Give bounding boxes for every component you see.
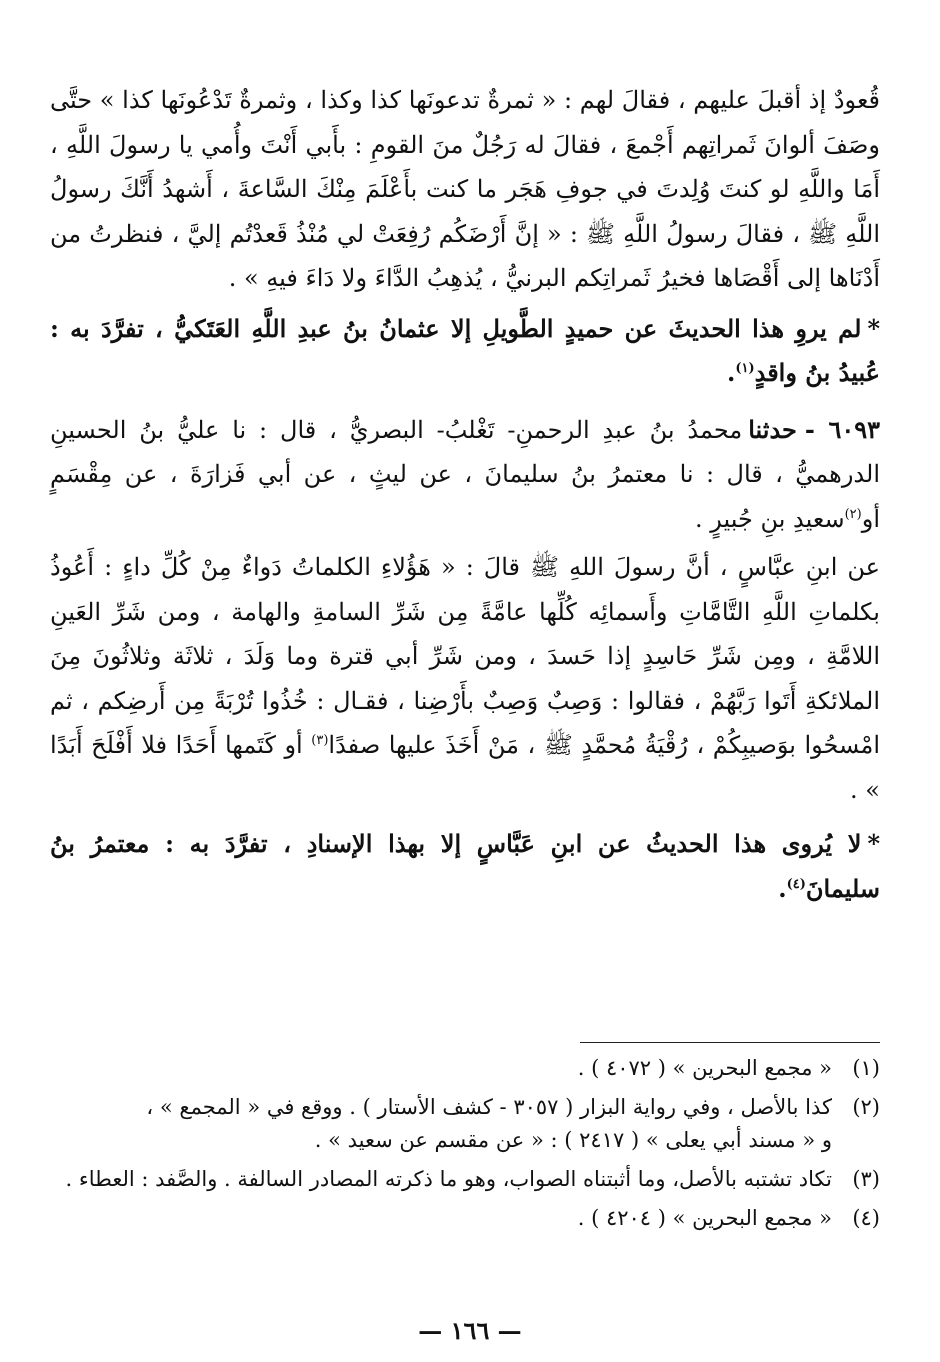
footnote-2 — [50, 1091, 880, 1157]
matn-text-b: أو كَتَمها أَحَدًا فلا أَفْلَحَ أَبَدًا » . — [50, 731, 880, 804]
hadith-matn — [50, 545, 880, 812]
footnote-line: « مجمع البحرين » ( ٤٢٠٤ ) . — [577, 1206, 832, 1230]
footnote-text — [50, 1052, 832, 1085]
footnote-ref-2: (٢) — [844, 506, 862, 522]
footnote-number: (٤) — [852, 1206, 880, 1230]
isnad-lead: حدثنا — [748, 414, 797, 444]
footnote-text — [50, 1163, 832, 1196]
footnote-text — [50, 1091, 832, 1157]
page-number: — ١٦٦ — — [418, 1316, 522, 1345]
commentary-2-end: . — [778, 873, 787, 903]
hadith-text-continued — [50, 78, 880, 301]
footnote-line: كذا بالأصل ، وفي رواية البزار ( ٣٠٥٧ - كشف الأستار ) . ووقع في « المجمع » ، — [146, 1095, 832, 1119]
hadith-commentary-1 — [50, 307, 880, 396]
star-marker: * — [867, 829, 880, 858]
footnote-4 — [50, 1202, 880, 1235]
footnote-ref-1: (١) — [735, 361, 755, 376]
commentary-1-end: . — [726, 358, 736, 387]
footnote-3 — [50, 1163, 880, 1196]
star-marker: * — [867, 313, 880, 343]
footnote-line: و « مسند أبي يعلى » ( ٢٤١٧ ) : « عن مقسم عن سعيد » . — [314, 1128, 832, 1152]
hadith-commentary-2 — [50, 822, 880, 911]
footnote-divider — [580, 1042, 880, 1043]
commentary-1-text: لم يروِ هذا الحديثَ عن حميدٍ الطَّويلِ إلا عثمانُ بنُ عبدِ اللَّهِ العَتَكيُّ ، تفرَّدَ به : عُبيدُ بنُ واقدٍ — [50, 313, 880, 387]
matn-text-a: عن ابنِ عبَّاسٍ ، أنَّ رسولَ اللهِ ﷺ قالَ : « هَؤُلاءِ الكلماتُ دَواءٌ مِنْ كُلِّ داءٍ : أَعُوذُ بكلماتِ اللَّهِ التَّامَّاتِ وأَسمائِه كُلِّها عامَّةً مِن شَرِّ السامةِ والهامة ، ومن شَرِّ العَينِ اللامَّةِ ، ومِن شَرِّ حَاسِدٍ إذا حَسدَ ، ومن شَرِّ أبي قترة وما وَلَدَ ، ثلاثَة وثلاثُونَ مِنَ الملائكةِ أَتَوا رَبَّهُمْ ، فقالوا : وَصِبٌ وَصِبٌ بأَرْضِنا ، فقـال : خُذُوا تُرْبَةً مِن أَرضِكم ، ثم امْسحُوا بوَصيبِكُمْ ، رُقْيَةُ مُحمَّدٍ ﷺ ، مَنْ أَخَذَ عليها صفدًا — [50, 553, 880, 759]
footnote-number: (١) — [852, 1056, 880, 1080]
footnote-number: (٣) — [852, 1167, 880, 1191]
footnote-text — [50, 1202, 832, 1235]
footnote-ref-3: (٣) — [311, 733, 329, 748]
hadith-number: ٦٠٩٣ - — [804, 414, 880, 444]
footnote-line: « مجمع البحرين » ( ٤٠٧٢ ) . — [577, 1056, 832, 1080]
footnote-ref-4: (٤) — [786, 876, 806, 892]
para1-text: قُعودٌ إذ أقبلَ عليهم ، فقالَ لهم : « ثمرةٌ تدعونَها كذا وكذا ، وثمرةٌ تَدْعُونَها كذا » حتَّى وصَفَ ألوانَ ثَمراتِهم أَجْمعَ ، فقالَ له رَجُلٌ منَ القومِ : بأَبي أَنْتَ وأُمي يا رسولَ اللَّهِ ، أَمَا واللَّهِ لو كنتَ وُلِدتَ في جوفِ هَجَر ما كنت بأَعْلَمَ مِنْكَ السَّاعةَ ، أَشهدُ أَنَّكَ رسولُ اللَّهِ ﷺ ، فقالَ رسولُ اللَّهِ ﷺ : « إنَّ أَرْضَكُم رُفِعَتْ لي مُنْذُ قَعدْتُم إليَّ ، فنظرتُ من أَدْنَاها إلى أَقْصَاها فخيرُ ثَمراتِكم البرنيُّ ، يُذهِبُ الدَّاءَ ولا دَاءَ فيهِ » . — [50, 86, 881, 292]
footnote-number: (٢) — [852, 1095, 880, 1119]
footnote-1 — [50, 1052, 880, 1085]
isnad-end: سعيدِ بنِ جُبيرٍ . — [695, 504, 845, 533]
commentary-2-text: لا يُروى هذا الحديثُ عن ابنِ عَبَّاسٍ إلا بهذا الإسنادِ ، تفرَّدَ به : معتمرُ بنُ سليمانَ — [50, 829, 880, 903]
footnotes — [50, 1052, 880, 1241]
isnad-text: محمدُ بنُ عبدِ الرحمنِ- تَغْلبُ- البصريُّ ، قال : نا عليُّ بنُ الحسينِ الدرهميُّ ، قال : نا معتمرُ بنُ سليمانَ ، عن ليثٍ ، عن أبي فَزارَةَ ، عن مِقْسَمٍ أو — [50, 415, 880, 533]
hadith-isnad — [50, 408, 880, 542]
footnote-line: تكاد تشتبه بالأصل، وما أثبتناه الصواب، وهو ما ذكرته المصادر السالفة . والصَّفد : العطاء . — [65, 1167, 832, 1191]
